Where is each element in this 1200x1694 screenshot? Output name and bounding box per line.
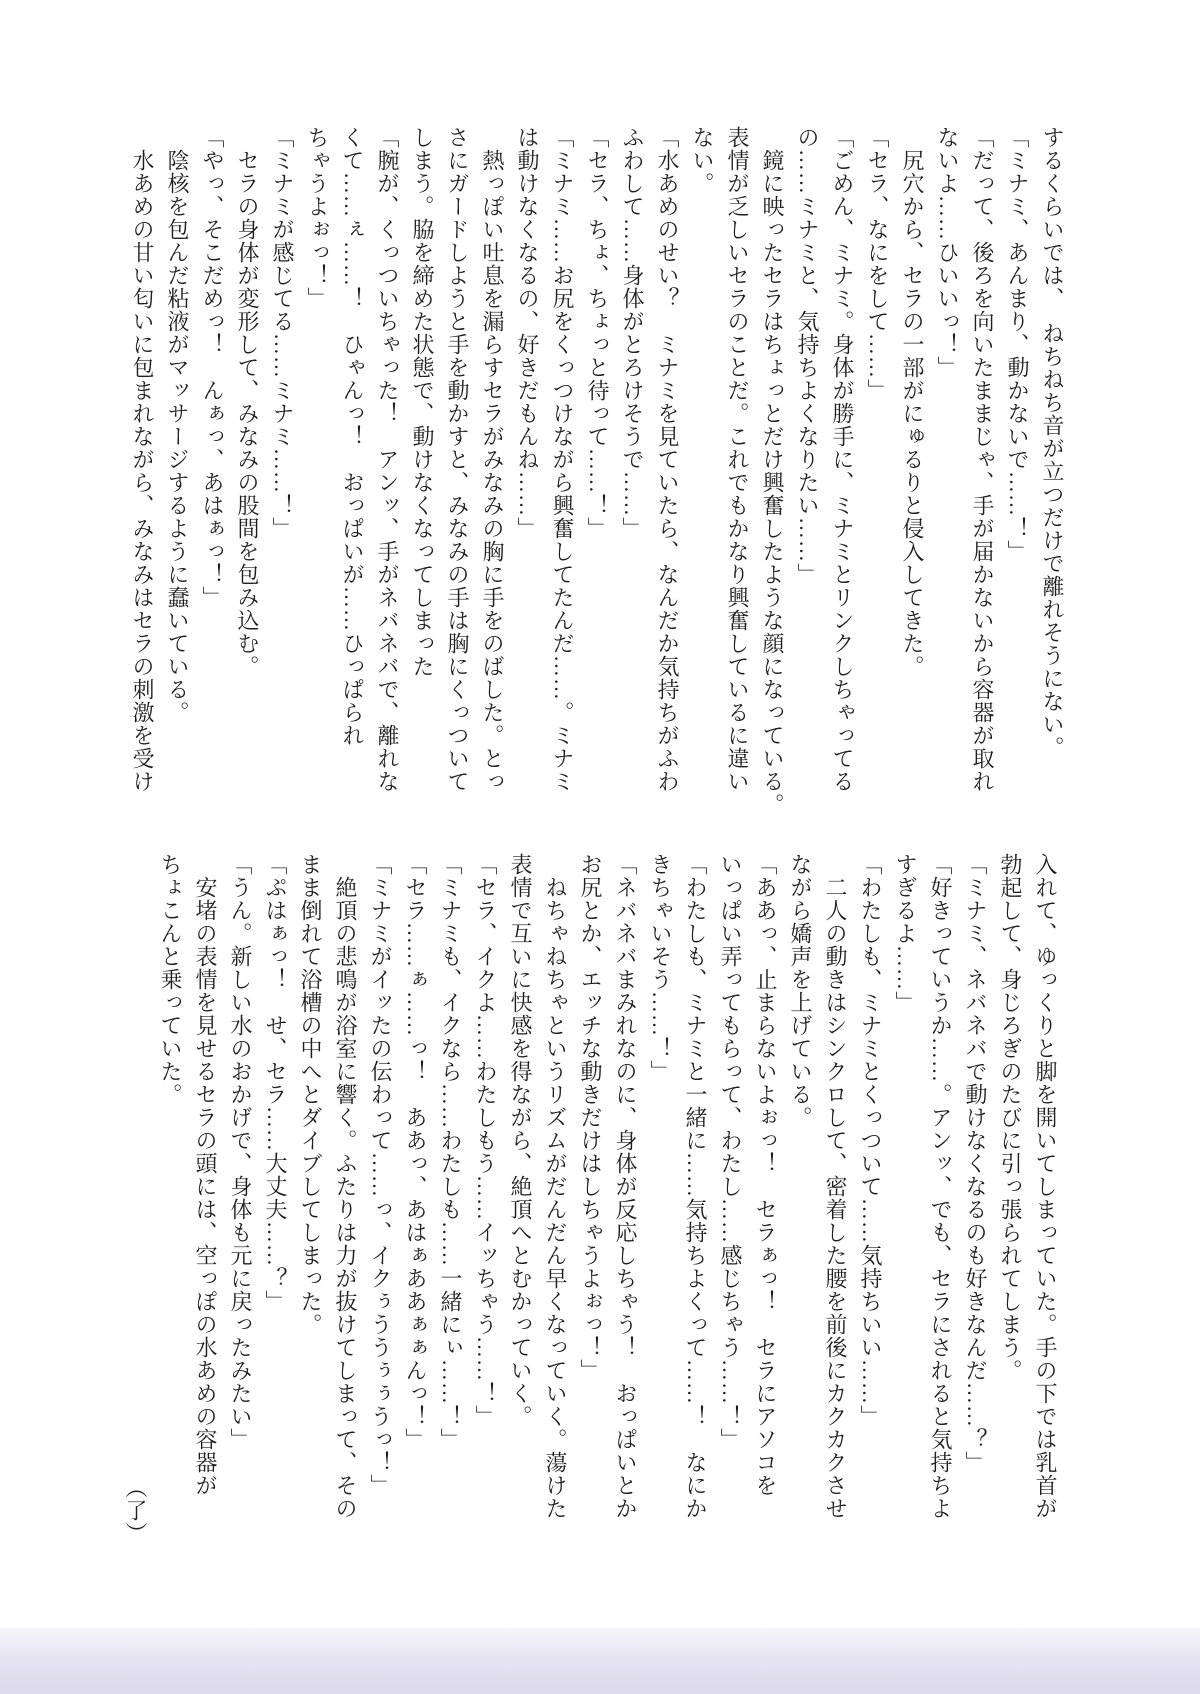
text-column: 陰核を包んだ粘液がマッサージするように蠢いている。 xyxy=(165,126,190,724)
text-column: 「うん。新しい水のおかげで、身体も元に戻ったみたい」 xyxy=(228,853,253,1451)
text-column: 鏡に映ったセラはちょっとだけ興奮したような顔になっている。 xyxy=(760,126,785,816)
text-column: 「セラ、ちょ、ちょっと待って……！」 xyxy=(585,126,610,540)
text-column: まま倒れて浴槽の中へとダイブしてしまった。 xyxy=(298,853,323,1336)
text-column: 「ぷはぁっ！ せ、セラ……大丈夫……？」 xyxy=(263,853,288,1313)
text-column: 「セラ、なにをして……」 xyxy=(865,126,890,402)
text-column: ないよ……ひいいっ！」 xyxy=(935,126,960,379)
text-column: お尻とか、エッチな動きだけはしちゃうよぉっ！」 xyxy=(578,853,603,1382)
text-column: ない。 xyxy=(690,126,715,195)
text-column: 「やっ、そこだめっ！ んぁっ、あはぁっ！」 xyxy=(200,126,225,609)
page-bottom-tint-bar xyxy=(0,1628,1200,1694)
text-column: 表情で互いに快感を得ながら、絶頂へとむかっていく。 xyxy=(508,853,533,1428)
text-column: 「好きっていうか……。アンッ、でも、セラにされると気持ちよ xyxy=(928,853,953,1520)
text-column: 「ああっ、止まらないよぉっ！ セラぁっ！ セラにアソコを xyxy=(753,853,778,1497)
text-column: 二人の動きはシンクロして、密着した腰を前後にカクカクさせ xyxy=(823,853,848,1520)
text-column: 尻穴から、セラの一部がにゅるりと侵入してきた。 xyxy=(900,126,925,678)
text-column: ねちゃねちゃというリズムがだんだん早くなっていく。蕩けた xyxy=(543,853,568,1520)
text-column: いっぱい弄ってもらって、わたし……感じちゃう……！」 xyxy=(718,853,743,1451)
ending-mark: （了） xyxy=(123,1476,148,1545)
top-text-block xyxy=(125,126,1070,816)
text-column: 「水あめのせい？ ミナミを見ていたら、なんだか気持ちがふわ xyxy=(655,126,680,793)
text-column: ふわして……身体がとろけそうで……」 xyxy=(620,126,645,540)
text-column: は動けなくなるの、好きだもんね……」 xyxy=(515,126,540,540)
text-column: ながら嬌声を上げている。 xyxy=(788,853,813,1129)
text-column: 「だって、後ろを向いたままじゃ、手が届かないから容器が取れ xyxy=(970,126,995,793)
text-column: 「ネバネバまみれなのに、身体が反応しちゃう！ おっぱいとか xyxy=(613,853,638,1520)
text-column: 勃起して、身じろぎのたびに引っ張られてしまう。 xyxy=(998,853,1023,1382)
text-column: 「ミナミがイッたの伝わって……っ、イクぅううぅぅうっ！」 xyxy=(368,853,393,1497)
text-column: 「わたしも、ミナミとくっついて……気持ちいい……」 xyxy=(858,853,883,1428)
text-column: さにガードしようと手を動かすと、みなみの手は胸にくっついて xyxy=(445,126,470,793)
text-column: セラの身体が変形して、みなみの股間を包み込む。 xyxy=(235,126,260,678)
text-column: きちゃいそう……！」 xyxy=(648,853,673,1083)
text-column: 絶頂の悲鳴が浴室に響く。ふたりは力が抜けてしまって、その xyxy=(333,853,358,1520)
text-column: 「セラ……ぁ……っ！ ああっ、あはぁああぁぁんっ！」 xyxy=(403,853,428,1451)
text-column: 安堵の表情を見せるセラの頭には、空っぽの水あめの容器が xyxy=(193,853,218,1497)
text-column: 「ミナミ、あんまり、動かないで……！」 xyxy=(1005,126,1030,563)
text-column: 「セラ、イクよ……わたしもう……イッちゃう……！」 xyxy=(473,853,498,1428)
text-column: くて……ぇ……！ ひゃんっ！ おっぱいが……ひっぱられ xyxy=(340,126,365,747)
text-column: ちゃうよぉっ！」 xyxy=(305,126,330,310)
text-column: 「ミナミが感じてる……ミナミ……！」 xyxy=(270,126,295,540)
text-column: するくらいでは、 ねちねち音が立つだけで離れそうにない。 xyxy=(1040,126,1065,759)
text-column: 表情が乏しいセラのことだ。これでもかなり興奮しているに違い xyxy=(725,126,750,793)
text-column: 「わたしも、ミナミと一緒に……気持ちよくって……！ なにか xyxy=(683,853,708,1520)
text-column: 「ミナミ……お尻をくっつけながら興奮してたんだ……。ミナミ xyxy=(550,126,575,793)
text-column: 「ミナミも、イクなら……わたしも……一緒にぃ……！」 xyxy=(438,853,463,1451)
text-column: 入れて、ゆっくりと脚を開いてしまっていた。手の下では乳首が xyxy=(1033,853,1058,1520)
text-column: 熱っぽい吐息を漏らすセラがみなみの胸に手をのばした。とっ xyxy=(480,126,505,793)
text-column: 水あめの甘い匂いに包まれながら、みなみはセラの刺激を受け xyxy=(130,126,155,793)
text-column: ちょこんと乗っていた。 xyxy=(158,853,183,1106)
text-column: すぎるよ……」 xyxy=(893,853,918,1014)
text-column: 「腕が、くっついちゃった！ アンッ、手がネバネバで、離れな xyxy=(375,126,400,793)
text-column: しまう。脇を締めた状態で、動けなくなってしまった xyxy=(410,126,435,678)
text-column: の……ミナミと、気持ちよくなりたい……」 xyxy=(795,126,820,586)
bottom-text-block xyxy=(118,853,1063,1545)
text-column: 「ミナミ、ネバネバで動けなくなるのも好きなんだ……？」 xyxy=(963,853,988,1474)
text-column: 「ごめん、ミナミ。身体が勝手に、ミナミとリンクしちゃってる xyxy=(830,126,855,793)
